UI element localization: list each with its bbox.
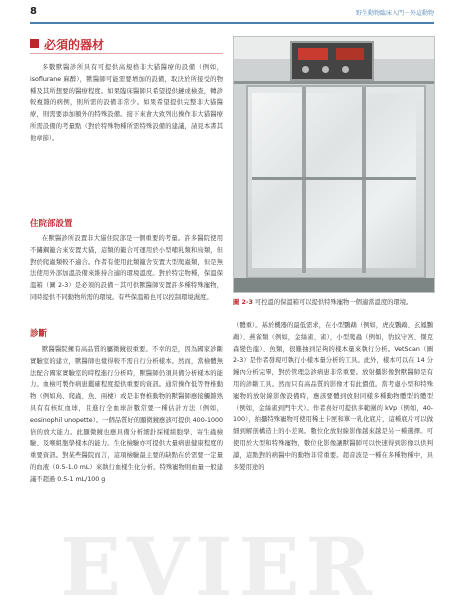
humidity-display xyxy=(336,48,364,60)
incubator-glass xyxy=(252,93,416,268)
incubator-shelf xyxy=(252,177,416,180)
control-knob-icon xyxy=(342,66,349,73)
incubator-rail xyxy=(234,81,434,84)
watermark: EVIER xyxy=(60,520,378,614)
intro-paragraph: 多數獸醫診所具有可提供高規格非大貓醫療的設備（例如，isoflurane 麻醉），獸醫師可能需要增加的設備，取決於所接受的物種及其所想要的醫療程度。如果臨床醫師只希望提供鏈或檢查，轉診較複雜的病例，則所需的設備非常少。如果希望提供完整非大貓醫療，則需要添加額外的特殊設備。接下來會大致列出操作非大貓醫療所需設備的考量點（對於特殊物種所需特殊設備的建議，請見本書其他章節）。 xyxy=(30,64,223,142)
page-header xyxy=(30,4,434,22)
subsection-title-diagnosis: 診斷 xyxy=(30,329,48,339)
right-column-paragraph: （體重）。基於機器的最低需求，在小型鸚鵡（例如，虎皮鸚鵡、玄鳳鸚鵡）、燕雀類（例如，金絲雀、雀），小型爬蟲（例如，豹紋守宮、傑克森變色龍）、魚類，很難抽到足夠的樣本量來執行分析。VetScan（圖 2-3）是作者發現可執行小樣本量分析的工具。此外，樣本可以在 14 分鐘內分析完畢，對於管理急診病患非常重要。放射攝影像對獸醫師是有用的診斷工具。然而只有高品質的影像才有此價值。當考慮小型和特殊寵物的放射線影像設備時，應該要體到放射同樣多種動物體型的體型（例如，金絲雀到門牛犬）。作者喜好可提供多範圍的 kVp（例如，40-100），拍攝特殊寵物可使用稀土卡匣和單一乳化底片，這種底片可以做細到解剖構造上的小差異。數位化放射線影像越來越是另一種選擇。可使用於大型和特殊寵物，數位化影像讓獸醫師可以快速得到影像以供判讀，這點對的病醫中的動物非常重要。超音波是一種在多種物種中，具多變用途的 xyxy=(233,322,433,471)
housing-paragraph: 在獸醫診所設置非大貓住院部是一個重要的考量。許多醫院使用不鏽鋼籠合來安置犬貓，這類的籠合可運用於小型哺乳類和鳥類，但對於爬蟲類較不適合。作者有使用此類籠舍安置大型爬蟲類，但是無法使用外部加溫設備來維持合適的環境溫度。對於特定物種，保溫保溫箱（圖 2-3）是必須的設備－其可供獸醫師安置許多種特殊寵物，同時提供不同動物所需的環境。有些保溫箱也可以控制環境濕度。 xyxy=(30,235,223,301)
figure-label: 圖 2-3 xyxy=(233,299,253,306)
figure-caption-text: 可控溫的保溫箱可以提供特殊寵物一個適當溫度的環境。 xyxy=(254,299,413,306)
temperature-display xyxy=(298,48,328,60)
subsection-title-housing: 住院部設置 xyxy=(30,219,73,229)
incubator-photo xyxy=(233,36,435,293)
running-title: 野生動物臨床入門－外這動物 xyxy=(355,10,434,17)
section-title-rule xyxy=(30,53,223,54)
section-title: 必須的器材 xyxy=(44,38,105,52)
incubator-base xyxy=(234,278,434,292)
figure-caption xyxy=(233,298,433,309)
section-marker-icon xyxy=(30,39,39,48)
page-number: 8 xyxy=(30,6,37,17)
control-knob-icon xyxy=(322,66,329,73)
header-rule xyxy=(30,22,434,24)
diagnosis-paragraph: 獸醫醫院擁有高品質的屬微鏡很重要。不幸的是，因為國家診斷實驗室的建立，獸醫師也覺得較不需自行分析樣本。然而，當檢體無法配合國家實驗室的時程進行分析時，獸醫師仍須具備分析樣本的能力。血檢可製作病患鑑確程度提供重要的資訊。通常操作低等脊椎動物（例如鳥、爬蟲、魚、兩棲）或是非脊椎動物的獸醫師應接觸雜熟具有有核紅血球，且進行全血球計數常要一種估計方法（例如，eosinophil unopette）。一個品質好的顯微鏡應該可提供 400-1000 倍的放大能力。此顯微鏡也應具備分析細針採樣組胞學、寄生蟲檢驗、及喉組胞學樣本的能力。生化檢驗亦可提供大量病患健康程度的重要資訊。對某些醫院而言，這項檢驗最主要的缺點在於需要一定量的血液（0.5-1.0 mL）來執行血樣生化分析。特殊寵物則血量一般建議不超過 0.5-1 mL/100 g xyxy=(30,346,223,483)
control-knob-icon xyxy=(302,66,309,73)
incubator-bar xyxy=(302,87,306,273)
incubator-control-panel xyxy=(290,41,374,81)
incubator-bar xyxy=(362,87,366,273)
